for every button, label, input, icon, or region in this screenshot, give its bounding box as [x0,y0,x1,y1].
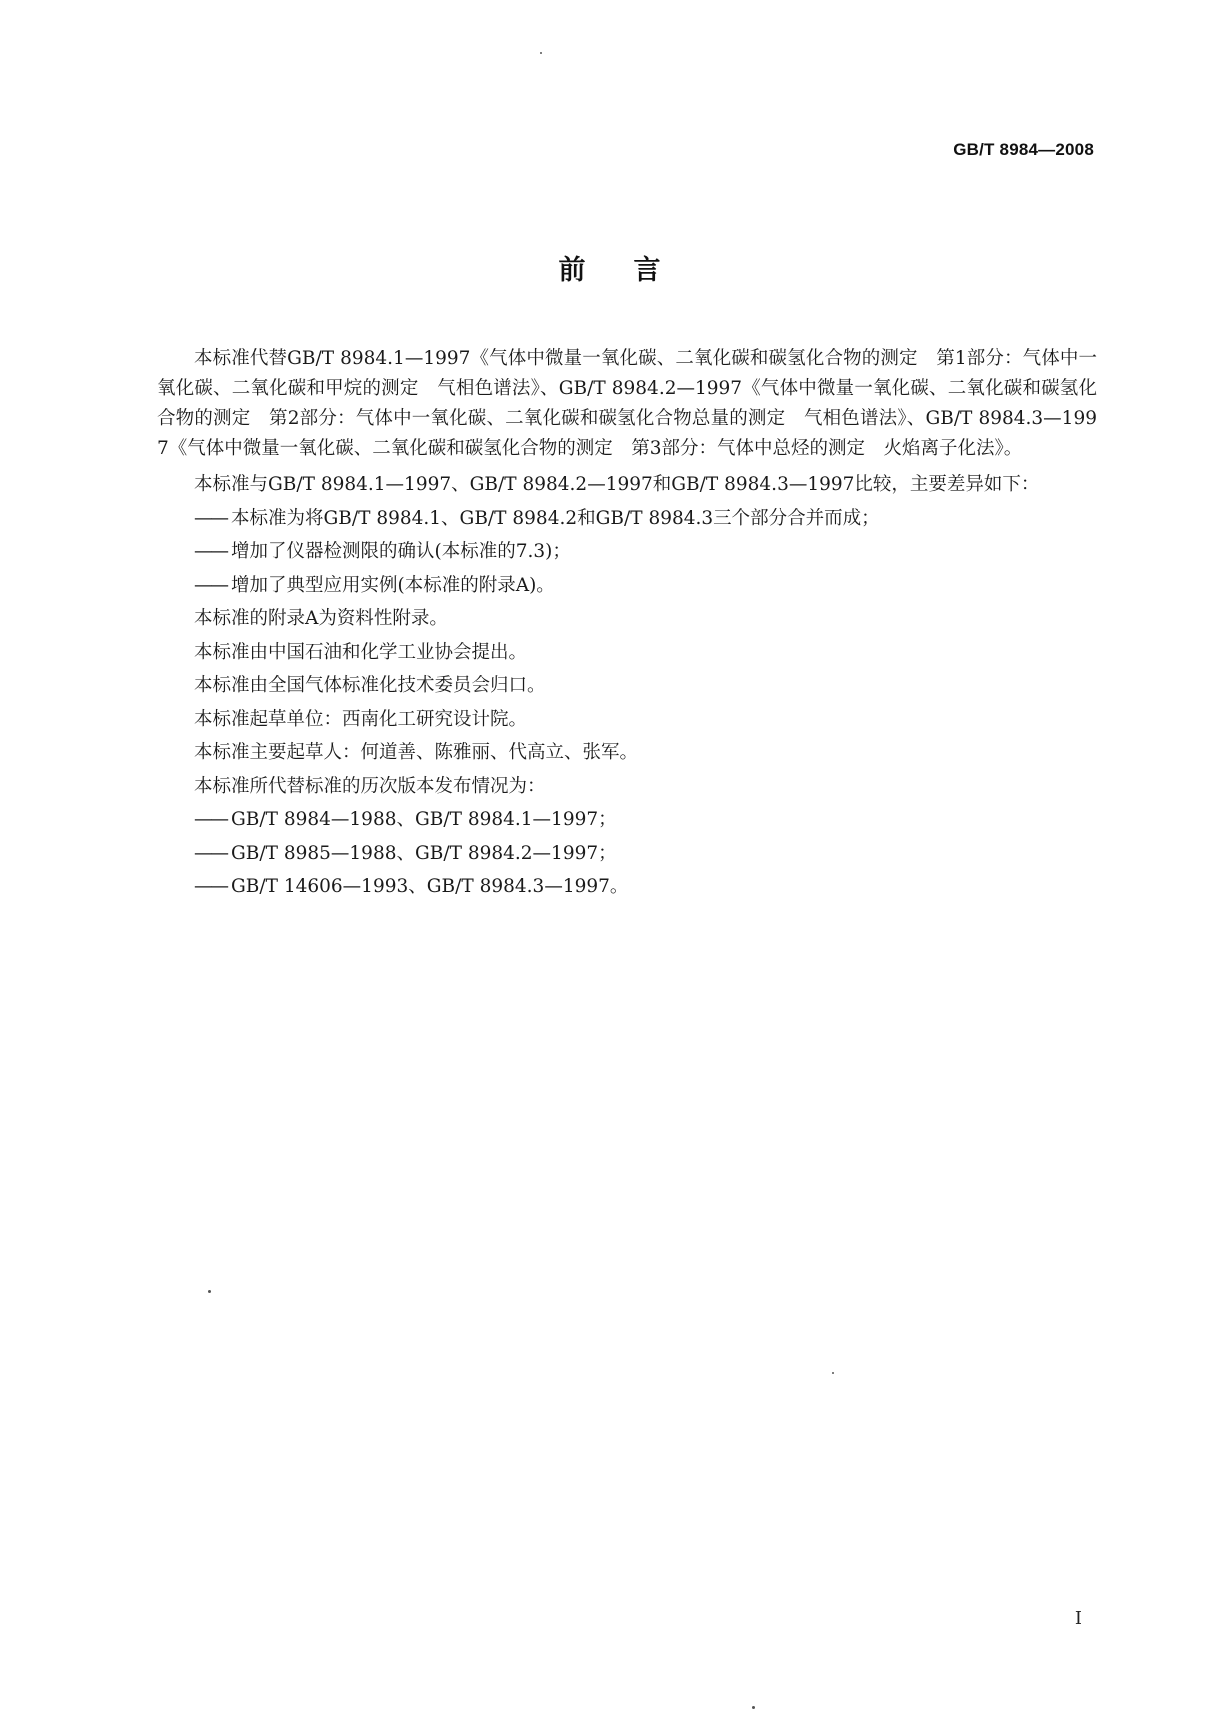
dash-mark: —— [194,507,227,529]
history-text: GB/T 14606—1993、GB/T 8984.3—1997。 [231,876,629,897]
annex-statement: 本标准的附录A为资料性附录。 [194,608,448,629]
proposer-statement: 本标准由中国石油和化学工业协会提出。 [194,641,528,663]
document-code: GB/T 8984—2008 [953,140,1094,159]
dash-mark: —— [194,842,227,864]
dash-mark: —— [194,809,227,830]
history-intro-statement: 本标准所代替标准的历次版本发布情况为： [194,775,546,797]
dash-mark: —— [194,541,227,562]
replacement-paragraph: 本标准代替GB/T 8984.1—1997《气体中微量一氧化碳、二氧化碳和碳氢化合物的测定 第1部分：气体中一氧化碳、二氧化碳和甲烷的测定 气相色谱法》、GB/T 8984.2—1997《气体中微量一氧化碳、二氧化碳和碳氢化合物的测定 第2部分：气体中一氧化碳、二氧化碳和碳氢化合物总量的测定 气相色谱法》、GB/T 8984.3—1997《气体中微量一氧化碳、二氧化碳和碳氢化合物的测定 第3部分：气体中总烃的测定 火焰离子化法》。 [157,348,1097,459]
difference-text: 增加了仪器检测限的确认(本标准的7.3)； [231,541,571,562]
scan-speck [752,1706,755,1709]
history-text: GB/T 8985—1988、GB/T 8984.2—1997； [231,842,617,864]
difference-text: 本标准为将GB/T 8984.1、GB/T 8984.2和GB/T 8984.3三个部分合并而成； [231,507,880,529]
history-item [157,870,1097,904]
comparison-paragraph: 本标准与GB/T 8984.1—1997、GB/T 8984.2—1997和GB/T 8984.3—1997比较，主要差异如下： [194,474,1040,495]
dash-mark: —— [194,876,227,897]
dash-mark: —— [194,574,227,596]
history-item [157,837,1097,871]
scan-speck [540,52,542,54]
difference-item [157,535,1097,569]
difference-item [157,569,1097,603]
difference-text: 增加了典型应用实例(本标准的附录A)。 [231,574,555,596]
history-text: GB/T 8984—1988、GB/T 8984.1—1997； [231,809,617,830]
committee-statement: 本标准由全国气体标准化技术委员会归口。 [194,675,546,696]
scan-speck [832,1372,834,1374]
page-title: 前言 [558,255,709,286]
drafting-unit-statement: 本标准起草单位：西南化工研究设计院。 [194,708,528,730]
drafters-statement: 本标准主要起草人：何道善、陈雅丽、代高立、张军。 [194,742,639,763]
scan-speck [208,1290,211,1293]
page-number: I [1074,1608,1082,1629]
difference-item [157,502,1097,536]
history-item [157,803,1097,837]
foreword-body [157,344,1097,904]
